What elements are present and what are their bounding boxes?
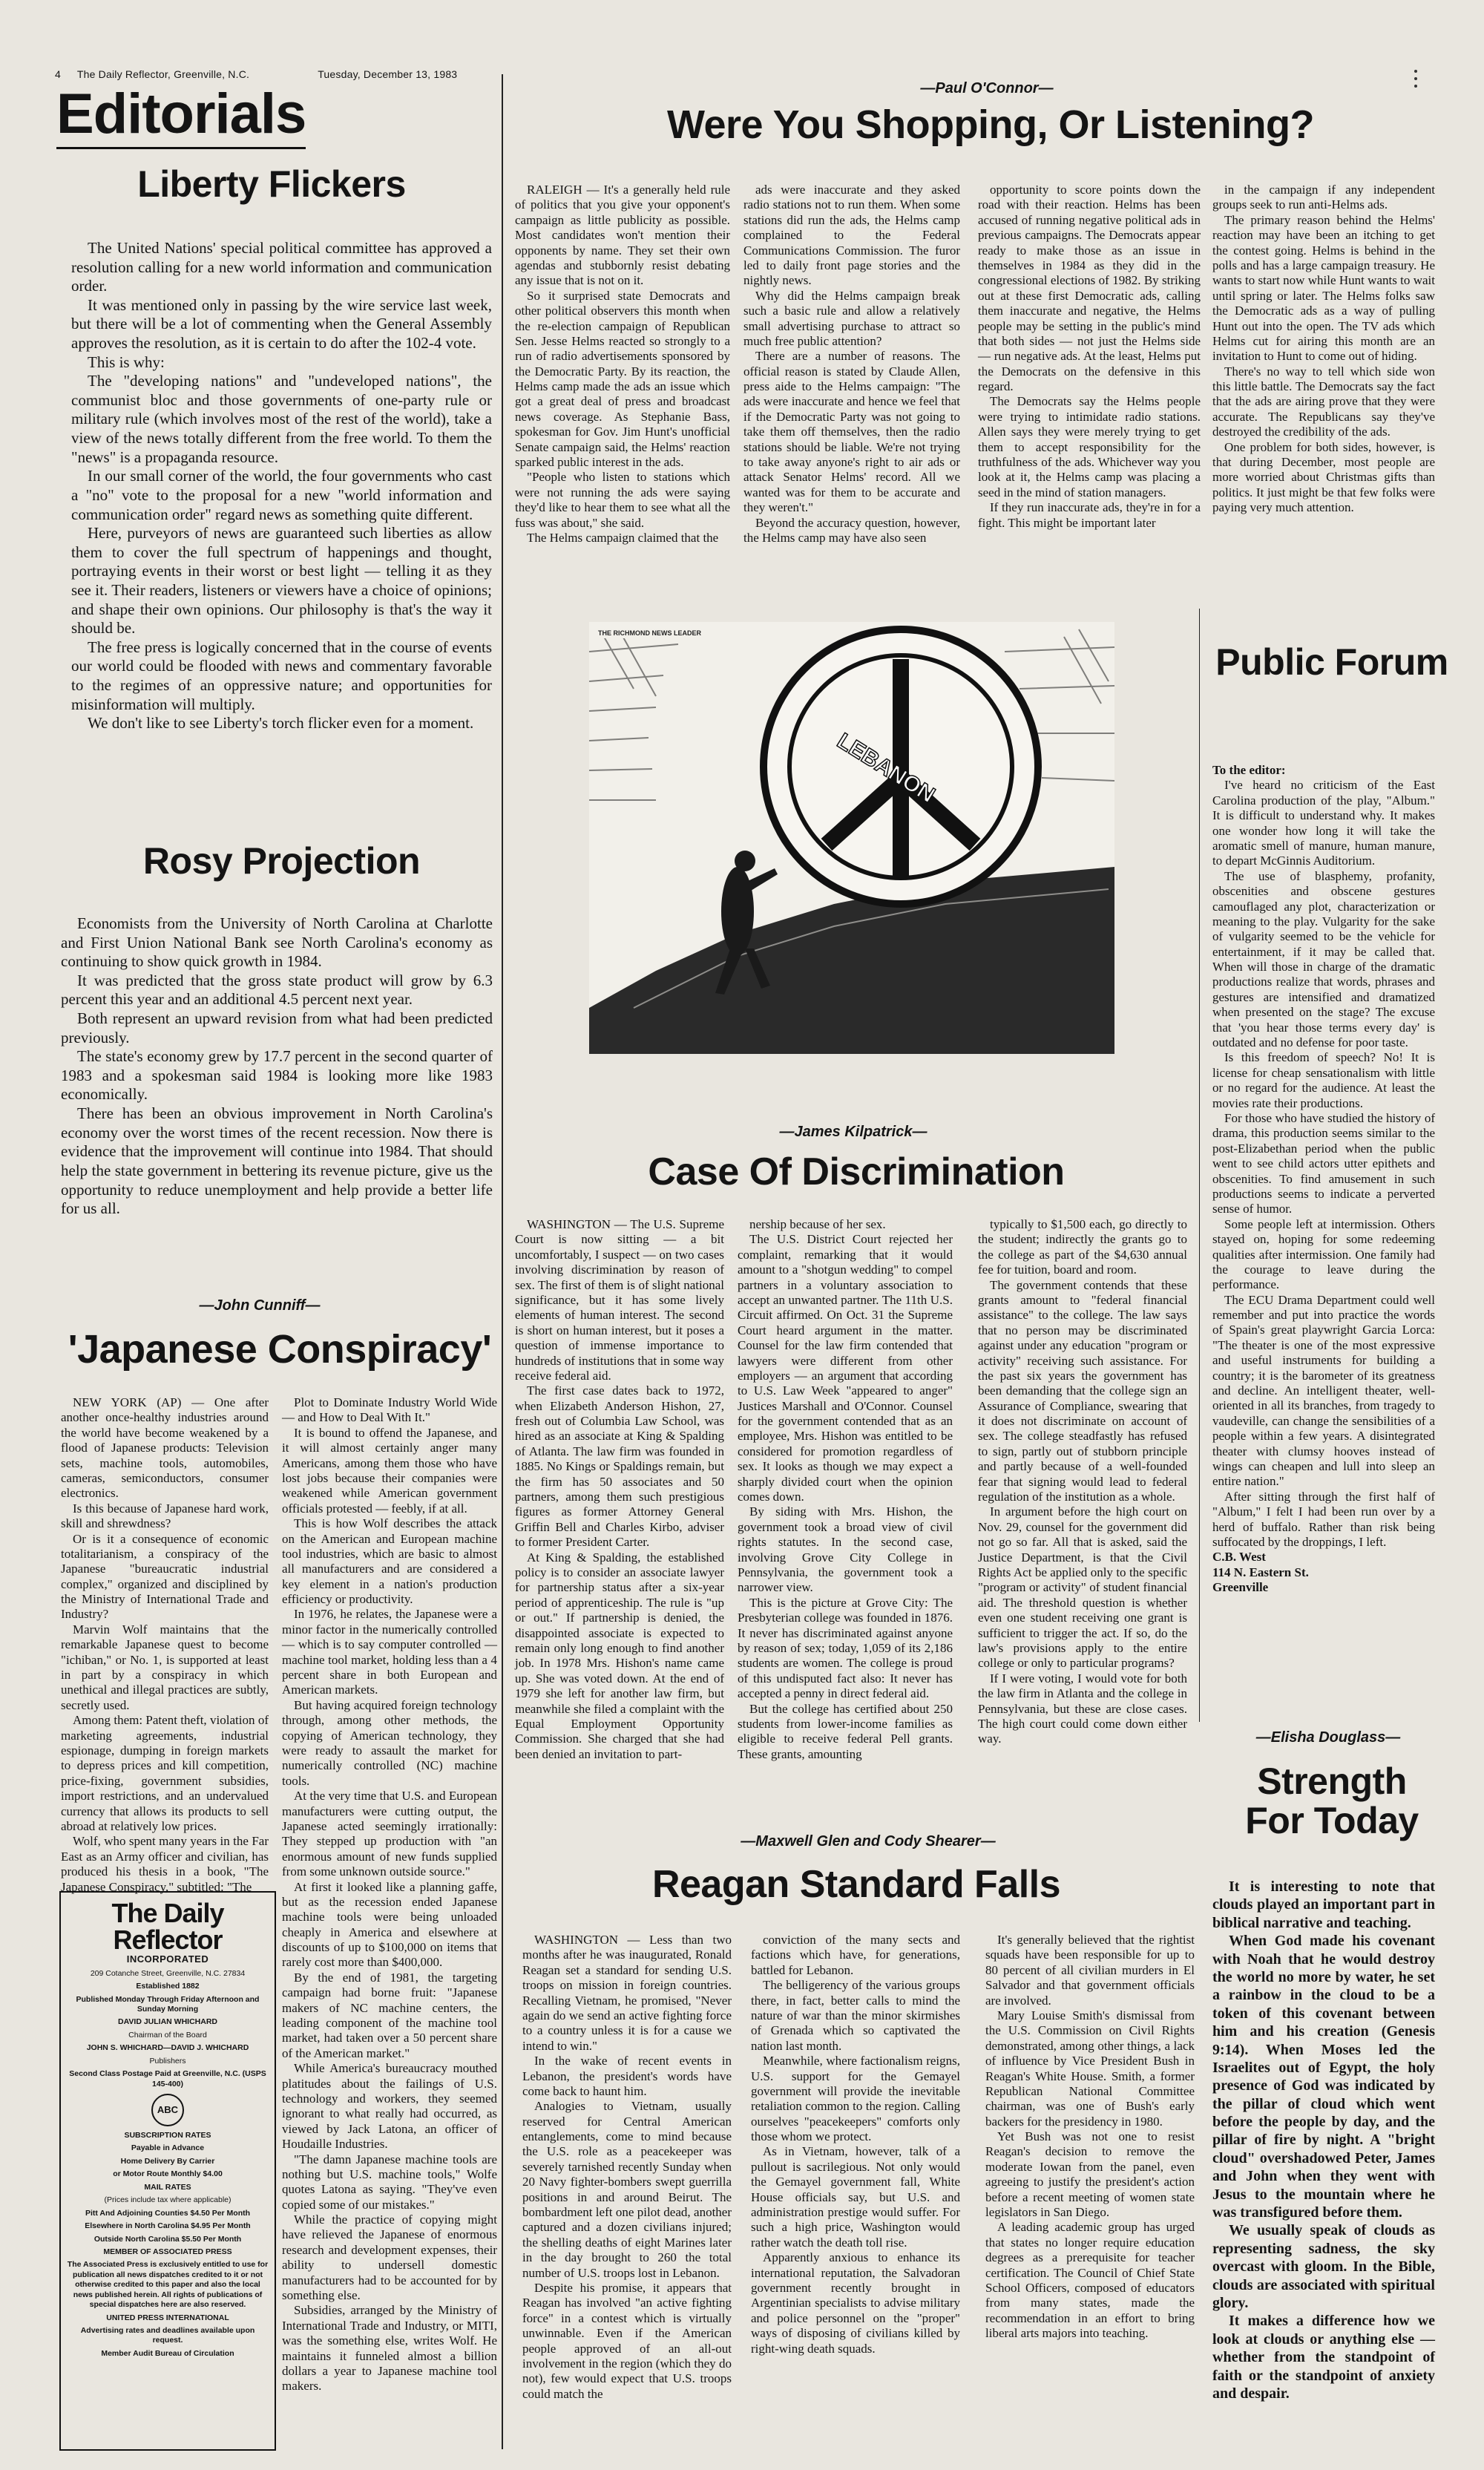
japanese-paragraph: Subsidies, arranged by the Ministry of International Trade and Industry, or MITI, was the something else, writes Wolf. He maintains it funneled almost a billion dollars a year to Japanese machine tool makers. <box>282 2303 497 2394</box>
discrimination-paragraph: This is the picture at Grove City: The Presbyterian college was founded in 1876. It never has discriminated against anyone by reason of sex; today, 1,059 of its 2,186 students are women. The college is proud of this undisputed fact also: It never has accepted a penny in direct federal aid. <box>738 1595 953 1701</box>
japanese-col-2 <box>282 1395 497 2457</box>
discrimination-paragraph: typically to $1,500 each, go directly to the student; indirectly the grants go to the college as part of the $4,630 annual fee for tuition, board and room. <box>978 1217 1187 1277</box>
rosy-paragraph: There has been an obvious improvement in North Carolina's economy over the worst times of the recent recession. Now there is evidence that the improvement will continue into 1984. That should help the state government in bettering its revenue picture, give us the opportunity to reduce unemployment and help provide a better life for us all. <box>61 1104 493 1218</box>
rosy-paragraph: Both represent an upward revision from what had been predicted previously. <box>61 1009 493 1046</box>
shopping-headline: Were You Shopping, Or Listening? <box>666 102 1315 147</box>
ap-title: MEMBER OF ASSOCIATED PRESS <box>103 2247 232 2256</box>
japanese-paragraph: By the end of 1981, the targeting campaign had borne fruit: "Japanese makers of NC machine centers, the leading component of the machine tool market, had taken over a 50 percent share of the American market." <box>282 1970 497 2060</box>
discrimination-byline: —James Kilpatrick— <box>779 1124 928 1140</box>
reagan-paragraph: WASHINGTON — Less than two months after he was inaugurated, Ronald Reagan set a standard for sending U.S. troops on mission in foreign countries. Recalling Vietnam, he promised, "Never again do we send an active fighting force to a country unless it is for a cause we intend to win." <box>522 1933 732 2053</box>
liberty-paragraph: The free press is logically concerned that in the course of events our world could be flooded with news and commentary favorable to the regimes of an oppressive nature; and opportunities for misinformation will multiply. <box>71 638 492 713</box>
chairman-title: Chairman of the Board <box>128 2030 207 2040</box>
forum-paragraph: Is this freedom of speech? No! It is license for cheap sensationalism with little or no regard for the audience. At least the movies rate their productions. <box>1212 1050 1435 1110</box>
reagan-paragraph: The belligerency of the various groups there, in fact, better calls to mind the nature of war than the minor skirmishes of Grenada which so captivated the nation last month. <box>751 1978 960 2053</box>
paper-established: Established 1882 <box>136 1982 200 1991</box>
forum-signature-name: C.B. West <box>1212 1550 1266 1565</box>
shopping-paragraph: Beyond the accuracy question, however, the Helms camp may have also seen <box>743 515 960 545</box>
reagan-col-1 <box>522 1933 732 2452</box>
discrimination-paragraph: At King & Spalding, the established policy is to consider an associate lawyer for partnership status after a six-year period of apprenticeship. The rule is "up or out." If partnership is denied, the disappointed associate is expected to remain only long enough to find another job. In 1978 Mrs. Hishon's name came up. She was voted down. At the end of 1979 she left for another law firm, but meanwhile she filed a complaint with the Equal Employment Opportunity Commission. She charged that she had been denied an invitation to part- <box>515 1550 724 1761</box>
strength-body <box>1212 1878 1435 2457</box>
subscription-title: SUBSCRIPTION RATES <box>124 2131 211 2140</box>
paper-nameplate: The Daily Reflector <box>111 1898 224 1955</box>
ads-line: Advertising rates and deadlines available upon request. <box>80 2326 255 2345</box>
paper-name: The Daily Reflector, Greenville, N.C. <box>76 68 250 80</box>
page-marks <box>1414 70 1417 91</box>
liberty-headline: Liberty Flickers <box>137 163 406 205</box>
reagan-paragraph: Yet Bush was not one to resist Reagan's decision to remove the moderate Iowan from the panel, even agreeing to justify the president's action before a recent meeting of women state legislators in San Diego. <box>985 2129 1195 2220</box>
forum-paragraph: Some people left at intermission. Others stayed on, hoping for some redeeming qualities after intermission. One family had the courage to leave during the performance. <box>1212 1216 1435 1292</box>
subscription-line: Home Delivery By Carrier <box>120 2156 215 2166</box>
cartoon-credit: THE RICHMOND NEWS LEADER <box>598 629 701 637</box>
strength-headline-line: For Today <box>1245 1799 1419 1841</box>
audit-line: Member Audit Bureau of Circulation <box>101 2348 234 2358</box>
japanese-paragraph: At the very time that U.S. and European manufacturers were cutting output, the Japanese acted seemingly irrationally: They stepped up production with "an enormous amount of new funds supplied from some unknown outside source." <box>282 1789 497 1879</box>
paper-incorporated: INCORPORATED <box>126 1953 209 1965</box>
japanese-paragraph: While America's bureaucracy mouthed platitudes about the failings of U.S. technology and workers, they seemed ignorant to what really had occurred, as viewed by Jack Latona, an officer of Houdaille Industries. <box>282 2061 497 2152</box>
rosy-headline: Rosy Projection <box>142 840 421 882</box>
publishers-names: JOHN S. WHICHARD—DAVID J. WHICHARD <box>86 2043 249 2053</box>
japanese-paragraph: "The damn Japanese machine tools are nothing but U.S. machine tools," Wolfe quotes Latona as saying. "They've even copied some of our mistakes." <box>282 2152 497 2212</box>
reagan-col-2 <box>751 1933 960 2452</box>
shopping-col-3 <box>978 183 1201 569</box>
reagan-paragraph: Mary Louise Smith's dismissal from the U.S. Commission on Civil Rights demonstrated, among other things, a lack of influence by Vice President Bush in Reagan's White House. Smith, a former Republican National Committee chairman, was one of Bush's early backers for the presidency in 1980. <box>985 2008 1195 2129</box>
reagan-paragraph: Analogies to Vietnam, usually reserved for Central American entanglements, come to mind because the U.S. role as a peacekeeper was severely tarnished recently Sunday when 20 Navy fighter-bombers swept guerrilla positions in and around Beirut. The bombardment left one pilot dead, another captured and a dozen civilians injured; the shelling deaths of eight Marines later in the day brought to 260 the total number of U.S. troops lost in Lebanon. <box>522 2099 732 2280</box>
japanese-paragraph: While the practice of copying might have relieved the Japanese of enormous research and development expenses, their ability to undersell domestic manufacturers had to be accounted for by something else. <box>282 2212 497 2303</box>
forum-paragraph: The use of blasphemy, profanity, obscenities and obscene gestures camouflaged any plot, characterization or meaning to the play. Vulgarity for the sake of vulgarity seemed to be the vehicle for entertainment, if it may be called that. When will those in charge of the dramatic productions realize that words, phrases and gestures are intensified and dramatized when presented on the stage? The excuse that 'you hear those terms every day' is outdated and no defense for poor taste. <box>1212 868 1435 1050</box>
reagan-byline: —Maxwell Glen and Cody Shearer— <box>741 1833 996 1850</box>
discrimination-col-2 <box>738 1217 953 1826</box>
subscription-line: or Motor Route Monthly $4.00 <box>113 2169 223 2179</box>
liberty-paragraph: It was mentioned only in passing by the wire service last week, but there will be a lot of commenting when the General Assembly approves the resolution, as it is certain to do after the 102-4 vote. <box>71 295 492 353</box>
chairman-name: DAVID JULIAN WHICHARD <box>118 2017 217 2027</box>
forum-body <box>1212 763 1435 1668</box>
cartoon-drawing <box>589 622 1114 1054</box>
discrimination-col-1 <box>515 1217 724 1826</box>
postage-info: Second Class Postage Paid at Greenville, N.C. (USPS 145-400) <box>69 2069 266 2089</box>
shopping-paragraph: The Democrats say the Helms people were trying to intimidate radio stations. Allen says they were merely trying to get them to accept responsibility for the truthfulness of the ads. Whichever way you look at it, the Helms camp was placing a seed in the mind of station managers. <box>978 394 1201 499</box>
japanese-paragraph: NEW YORK (AP) — One after another once-healthy industries around the world have become weakened by a flood of Japanese products: Television sets, machine tools, automobiles, cameras, semiconductors, consumer electronics. <box>61 1395 269 1501</box>
japanese-col-1 <box>61 1395 269 1894</box>
japanese-paragraph: Among them: Patent theft, violation of marketing agreements, industrial espionage, dumping in foreign markets to depress prices and kill competition, price-fixing, government subsidies, import restrictions, and an undervalued currency that allows its products to sell abroad at relatively low prices. <box>61 1713 269 1833</box>
liberty-body <box>71 239 492 803</box>
shopping-col-2 <box>743 183 960 569</box>
shopping-paragraph: There are a number of reasons. The official reason is stated by Claude Allen, press aide to the Helms campaign: "The ads were inaccurate and hence we feel that if the Democratic Party was not going to take them off themselves, then the radio stations should be liable. We're not trying to take away anyone's right to air ads or attack Senator Helms' record. All we wanted was for them to be accurate and they weren't." <box>743 349 960 515</box>
reagan-paragraph: Despite his promise, it appears that Reagan has involved "an active fighting force" in a contest which is virtually unwinnable. Even if the American people approved of an all-out involvement in the region (which they do not), few would expect that U.S. troops could match the <box>522 2280 732 2401</box>
discrimination-paragraph: The U.S. District Court rejected her complaint, remarking that it would amount to a "shotgun wedding" to compel partners in a voluntary association to accept an unwanted partner. The 11th U.S. Circuit affirmed. On Oct. 31 the Supreme Court heard argument in the matter. Counsel for the law firm contended that lawyers were different from other employers — an argument that according to U.S. Law Week "appeared to anger" Justices Marshall and O'Connor. Counsel for the government contended that as an employee, Mrs. Hishon was entitled to be considered for promotion regardless of sex. It looks as though we may expect a sharply divided court when the opinion comes down. <box>738 1232 953 1504</box>
liberty-paragraph: We don't like to see Liberty's torch flicker even for a moment. <box>88 714 474 733</box>
shopping-col-1 <box>515 183 730 569</box>
rosy-body <box>61 914 493 1226</box>
discrimination-paragraph: The first case dates back to 1972, when Elizabeth Anderson Hishon, 27, fresh out of Columbia Law School, was hired as an associate at King & Spalding of Atlanta. The law firm was founded in 1885. No Kings or Spaldings remain, but the firm has 50 associates and 50 partners, among them such prestigious figures as former Attorney General Griffin Bell and Charles Kirbo, adviser to former President Carter. <box>515 1383 724 1550</box>
forum-paragraph: The ECU Drama Department could well remember and put into practice the words of Spain's great playwright Garcia Lorca: "The theater is one of the most expressive and useful instruments for building a country; it is the barometer of its greatness and decline. An intelligent theater, well-oriented in all its branches, from tragedy to vaudeville, can change the sensibilities of a people within a few years. A disintegrated theater with clumsy hooves instead of wings can cheapen and lull into sleep an entire nation." <box>1212 1292 1435 1489</box>
liberty-paragraph: Here, purveyors of news are guaranteed such liberties as allow them to cover the full spectrum of happenings and thought, portraying events in their worst or best light — telling it as they see it. Their readers, listeners or viewers have a choice of opinions; and shape their own opinions. Our philosophy is that's the way it should be. <box>71 524 492 638</box>
discrimination-paragraph: In argument before the high court on Nov. 29, counsel for the government did not go so far. All that is asked, said the Justice Department, is that the Civil Rights Act be applied only to the specific "program or activity" of student financial aid. The threshold question is whether even one student receiving one grant is sufficient to trigger the act. If so, do the law's provisions apply to the entire college or only to particular programs? <box>978 1504 1187 1671</box>
japanese-paragraph: But having acquired foreign technology through, among other methods, the copying of American technology, they were ready to assault the market for numerically controlled (NC) machine tools. <box>282 1697 497 1788</box>
japanese-paragraph: At first it looked like a planning gaffe, but as the recession ended Japanese machine tools were being unloaded cheaply in America and elsewhere at discounts of up to $100,000 on items that rarely cost more than $400,000. <box>282 1879 497 1970</box>
shopping-paragraph: The Helms campaign claimed that the <box>527 530 719 545</box>
reagan-headline: Reagan Standard Falls <box>651 1863 1061 1906</box>
reagan-paragraph: Apparently anxious to enhance its international reputation, the Salvadoran government recently brought in Argentinian specialists to advise military and police personnel on the "proper" ways of disposing of civilians killed by right-wing death squads. <box>751 2250 960 2356</box>
mail-rate-line: Pitt And Adjoining Counties $4.50 Per Month <box>85 2208 251 2218</box>
upi-line: UNITED PRESS INTERNATIONAL <box>106 2313 229 2322</box>
reagan-paragraph: In the wake of recent events in Lebanon, the president's words have come back to haunt him. <box>522 2054 732 2098</box>
reagan-paragraph: Meanwhile, where factionalism reigns, U.S. support for the Gemayel government will provide the inevitable retaliation common to the region. Calling ourselves "peacekeepers" comforts only those whom we protect. <box>751 2054 960 2144</box>
shopping-paragraph: One problem for both sides, however, is that during December, most people are more worried about Christmas gifts than politics. It just might be that few folks were paying very much attention. <box>1212 439 1435 515</box>
discrimination-paragraph: The government contends that these grants amount to "federal financial assistance" to the college. The law says that no person may be discriminated against under any education "program or activity" receiving such assistance. For the past six years the government has been demanding that the college sign an Assurance of Compliance, swearing that it does not discriminate on account of sex. The college steadfastly has refused to sign, partly out of stubborn principle and partly because of a well-founded fear that signing would lead to federal regulation of the institution as a whole. <box>978 1277 1187 1504</box>
japanese-paragraph: Is this because of Japanese hard work, skill and shrewdness? <box>61 1501 269 1531</box>
editorial-cartoon <box>589 622 1114 1054</box>
reagan-paragraph: A leading academic group has urged that states no longer require education degrees as a prerequisite for teacher certification. The Council of Chief State School Officers, composed of educators from many states, made the recommendation in an effort to bring liberal arts majors into teaching. <box>985 2220 1195 2341</box>
cartoon-label: LEBANON <box>833 728 939 808</box>
forum-headline: Public Forum <box>1215 641 1448 683</box>
japanese-headline: 'Japanese Conspiracy' <box>68 1327 492 1372</box>
shopping-byline: —Paul O'Connor— <box>920 80 1054 96</box>
shopping-paragraph: RALEIGH — It's a generally held rule of politics that you give your opponent's campaign as little publicity as possible. Most candidates won't mention their opponents by name. They set their own agendas and stubbornly resist debating any issue that is not on it. <box>515 183 730 288</box>
mail-rates-title: MAIL RATES <box>144 2182 191 2192</box>
discrimination-paragraph: By siding with Mrs. Hishon, the government took a broad view of civil rights statutes. In the second case, involving Grove City College in Pennsylvania, the government took a narrower view. <box>738 1504 953 1595</box>
strength-paragraph: It makes a difference how we look at clouds or anything else — whether from the standpoint of faith or the standpoint of anxiety and despair. <box>1212 2313 1435 2402</box>
reagan-paragraph: conviction of the many sects and factions which have, for generations, battled for Lebanon. <box>751 1933 960 1977</box>
discrimination-paragraph: But the college has certified about 250 students from lower-income families as eligible to receive federal Pell grants. These grants, amounting <box>738 1701 953 1761</box>
japanese-paragraph: Wolf, who spent many years in the Far East as an Army officer and civilian, has produced his thesis in a book, "The Japanese Conspiracy," subtitled: "The <box>61 1834 269 1894</box>
issue-date: Tuesday, December 13, 1983 <box>318 68 458 80</box>
liberty-paragraph: In our small corner of the world, the four governments who cast a "no" vote to the proposal for a new "world information and communication order" regard news as something quite different. <box>71 467 492 523</box>
shopping-paragraph: The primary reason behind the Helms' reaction may have been an itching to get the contest going. Helms is behind in the polls and has a large campaign treasury. He wants to start now while Hunt wants to wait until spring or later. The Helms folks saw the Democratic ads as a way of pulling Hunt out into the open. The TV ads which Helms cut for airing this month are an invitation to Hunt to come out of hiding. <box>1212 212 1435 364</box>
shopping-col-4 <box>1212 183 1435 569</box>
discrimination-paragraph: If I were voting, I would vote for both the law firm in Atlanta and the college in Pennsylvania, but these are close cases. The high court could come down either way. <box>978 1671 1187 1746</box>
shopping-paragraph: opportunity to score points down the road with their reaction. Helms has been accused of running negative political ads in previous campaigns. The Democrats appear ready to make those as an issue in themselves in 1984 as they did in the congressional elections of 1982. By striking out at these first Democratic ads, calling them inaccurate and negative, the Helms people may be setting in the public's mind that both sides — not just the Helms side — run negative ads. At the least, Helms put the Democrats on the defensive in this regard. <box>978 183 1201 394</box>
paper-publication-days: Published Monday Through Friday Afternoon and Sunday Morning <box>76 1994 260 2014</box>
discrimination-headline: Case Of Discrimination <box>648 1150 1065 1193</box>
shopping-paragraph: "People who listen to stations which were not running the ads were saying they'd like to hear them to see what all the fuss was about," she said. <box>515 470 730 530</box>
rosy-paragraph: Economists from the University of North Carolina at Charlotte and First Union National Bank see North Carolina's economy as continuing to show quick growth in 1984. <box>61 914 493 971</box>
ap-text: The Associated Press is exclusively entitled to use for publication all news dispatches credited to it or not otherwise credited to this paper and also the local news published herein. All rights of publications of special dispatches here are also reserved. <box>67 2260 269 2310</box>
reagan-paragraph: As in Vietnam, however, talk of a pullout is sacrilegious. Not only would the Gemayel government fall, White House officials say, but U.S. and administration prestige would suffer. For such a high price, Washington would rather watch the death toll rise. <box>751 2144 960 2250</box>
reagan-col-3 <box>985 1933 1195 2452</box>
forum-paragraph: After sitting through the first half of "Album," I felt I had been run over by a herd of buffalo. Rather than risk being suffocated by the droppings, I left. <box>1212 1489 1435 1549</box>
page-number: 4 <box>55 68 61 80</box>
forum-paragraph: I've heard no criticism of the East Carolina production of the play, "Album." It is difficult to understand why. It makes one wonder how long it will take the aromatic smell of manure, human manure, to depart McGinnis Auditorium. <box>1212 778 1435 868</box>
strength-headline <box>1209 1762 1454 1840</box>
japanese-paragraph: It is bound to offend the Japanese, and it will almost certainly anger many Americans, among them those who have lost jobs because their companies were weakened while American government officials protested — feebly, if at all. <box>282 1425 497 1516</box>
japanese-paragraph: This is how Wolf describes the attack on the American and European machine tool industries, which are basic to almost all manufacturers and are considered a key element in a nation's production efficiency or productivity. <box>282 1516 497 1607</box>
reagan-paragraph: It's generally believed that the rightist squads have been responsible for up to 80 percent of all civilian murders in El Salvador and that government officials are involved. <box>985 1933 1195 2008</box>
forum-signature-address: 114 N. Eastern St. <box>1212 1565 1309 1579</box>
forum-paragraph: For those who have studied the history of drama, this production seems similar to the post-Elizabethan period when the public went to see child actors utter epithets and obscenities. To find amusement in such productions seems to indicate a perverted sense of humor. <box>1212 1110 1435 1216</box>
column-rule <box>502 74 503 2449</box>
folio-line <box>55 68 470 80</box>
forum-signature-city: Greenville <box>1212 1580 1269 1595</box>
subscription-line: Payable in Advance <box>131 2143 205 2153</box>
shopping-paragraph: So it surprised state Democrats and other political observers this month when the re-election campaign of Republican Sen. Jesse Helms reacted so strongly to a run of radio advertisements sponsored by the Democratic Party. By its reaction, the Helms camp made the ads an issue which got a great deal of press and broadcast news coverage. As Stephanie Bass, spokesman for Gov. Jim Hunt's unofficial Senate campaign said, the Helms' reaction sparked public interest in the ads. <box>515 288 730 470</box>
shopping-paragraph: in the campaign if any independent groups seek to run anti-Helms ads. <box>1212 183 1435 212</box>
publishers-title: Publishers <box>149 2056 186 2066</box>
abc-seal: ABC <box>151 2094 184 2126</box>
strength-paragraph: When God made his covenant with Noah that he would destroy the world no more by water, he set a rainbow in the cloud to be a token of this covenant between him and his creation (Genesis 9:14). When Moses led the Israelites out of Egypt, the holy presence of God was indicated by the pillar of cloud which went before the people by day, and the pillar of fire by night. A "bright cloud" overshadowed Peter, James and John when they went with Jesus to the mountain where he was transfigured before them. <box>1212 1933 1435 2221</box>
shopping-paragraph: There's no way to tell which side won this little battle. The Democrats say the fact that the ads are airing prove that they were accurate. The Republicans say they've destroyed the credibility of the ads. <box>1212 364 1435 439</box>
column-rule <box>1199 609 1200 1722</box>
rosy-paragraph: The state's economy grew by 17.7 percent in the second quarter of 1983 and a spokesman said 1984 is looking more like 1983 economically. <box>61 1047 493 1104</box>
strength-headline-line: Strength <box>1257 1760 1407 1802</box>
strength-paragraph: We usually speak of clouds as representing sadness, the sky overcast with gloom. In the Bible, clouds are associated with spiritual glory. <box>1212 2222 1435 2311</box>
strength-paragraph: It is interesting to note that clouds played an important part in biblical narrative and teaching. <box>1212 1878 1435 1931</box>
discrimination-paragraph: WASHINGTON — The U.S. Supreme Court is now sitting — a bit uncomfortably, I suspect — on two cases involving discrimination by reason of sex. The first of them is of slight national significance, but it has some lively elements of human interest. The second is short on human interest, but it poses a question of immense importance to hundreds of institutions that in some way receive federal aid. <box>515 1217 724 1383</box>
section-masthead: Editorials <box>56 86 306 149</box>
mail-rate-line: Outside North Carolina $5.50 Per Month <box>93 2234 242 2244</box>
liberty-paragraph: The United Nations' special political committee has approved a resolution calling for a new world information and communication order. <box>71 239 492 295</box>
liberty-paragraph: The "developing nations" and "undeveloped nations", the communist bloc and those governments of one-party rule or military rule (which involves most of the rest of the world), take a view of the news totally different from the free world. To them the "news" is a propaganda resource. <box>71 372 492 466</box>
japanese-byline: —John Cunniff— <box>199 1297 321 1314</box>
shopping-paragraph: ads were inaccurate and they asked radio stations not to run them. When some stations did run the ads, the Helms camp complained to the Federal Communications Commission. The furor led to daily front page stories and the nightly news. <box>743 183 960 288</box>
discrimination-col-3 <box>978 1217 1187 1826</box>
mail-rates-note: (Prices include tax where applicable) <box>104 2195 232 2205</box>
strength-byline: —Elisha Douglass— <box>1255 1729 1401 1746</box>
japanese-paragraph: Marvin Wolf maintains that the remarkable Japanese quest to become "ichiban," or No. 1, is supported at least in part by a conspiracy in which unethical and illegal practices are subtly, secretly used. <box>61 1622 269 1712</box>
paper-address: 209 Cotanche Street, Greenville, N.C. 27834 <box>90 1968 246 1978</box>
shopping-paragraph: If they run inaccurate ads, they're in for a fight. This might be important later <box>978 500 1201 530</box>
forum-salutation: To the editor: <box>1212 763 1286 777</box>
japanese-paragraph: In 1976, he relates, the Japanese were a minor factor in the numerically controlled — which is to say computer controlled — machine tool market, holding less than a 4 percent share in both European and American markets. <box>282 1607 497 1697</box>
liberty-paragraph: This is why: <box>88 353 165 371</box>
japanese-paragraph: Plot to Dominate Industry World Wide — and How to Deal With It." <box>282 1395 497 1425</box>
shopping-paragraph: Why did the Helms campaign break such a basic rule and allow a relatively small advertising purchase to attract so much free public attention? <box>743 288 960 348</box>
japanese-paragraph: Or is it a consequence of economic totalitarianism, a conspiracy of the Japanese "bureaucratic industrial complex," organized and disciplined by the Ministry of International Trade and Industry? <box>61 1531 269 1622</box>
mail-rate-line: Elsewhere in North Carolina $4.95 Per Month <box>85 2221 251 2231</box>
newspaper-info-box <box>59 1891 276 2451</box>
discrimination-paragraph: nership because of her sex. <box>749 1217 886 1231</box>
rosy-paragraph: It was predicted that the gross state product will grow by 6.3 percent this year and an additional 4.5 percent next year. <box>61 971 493 1009</box>
